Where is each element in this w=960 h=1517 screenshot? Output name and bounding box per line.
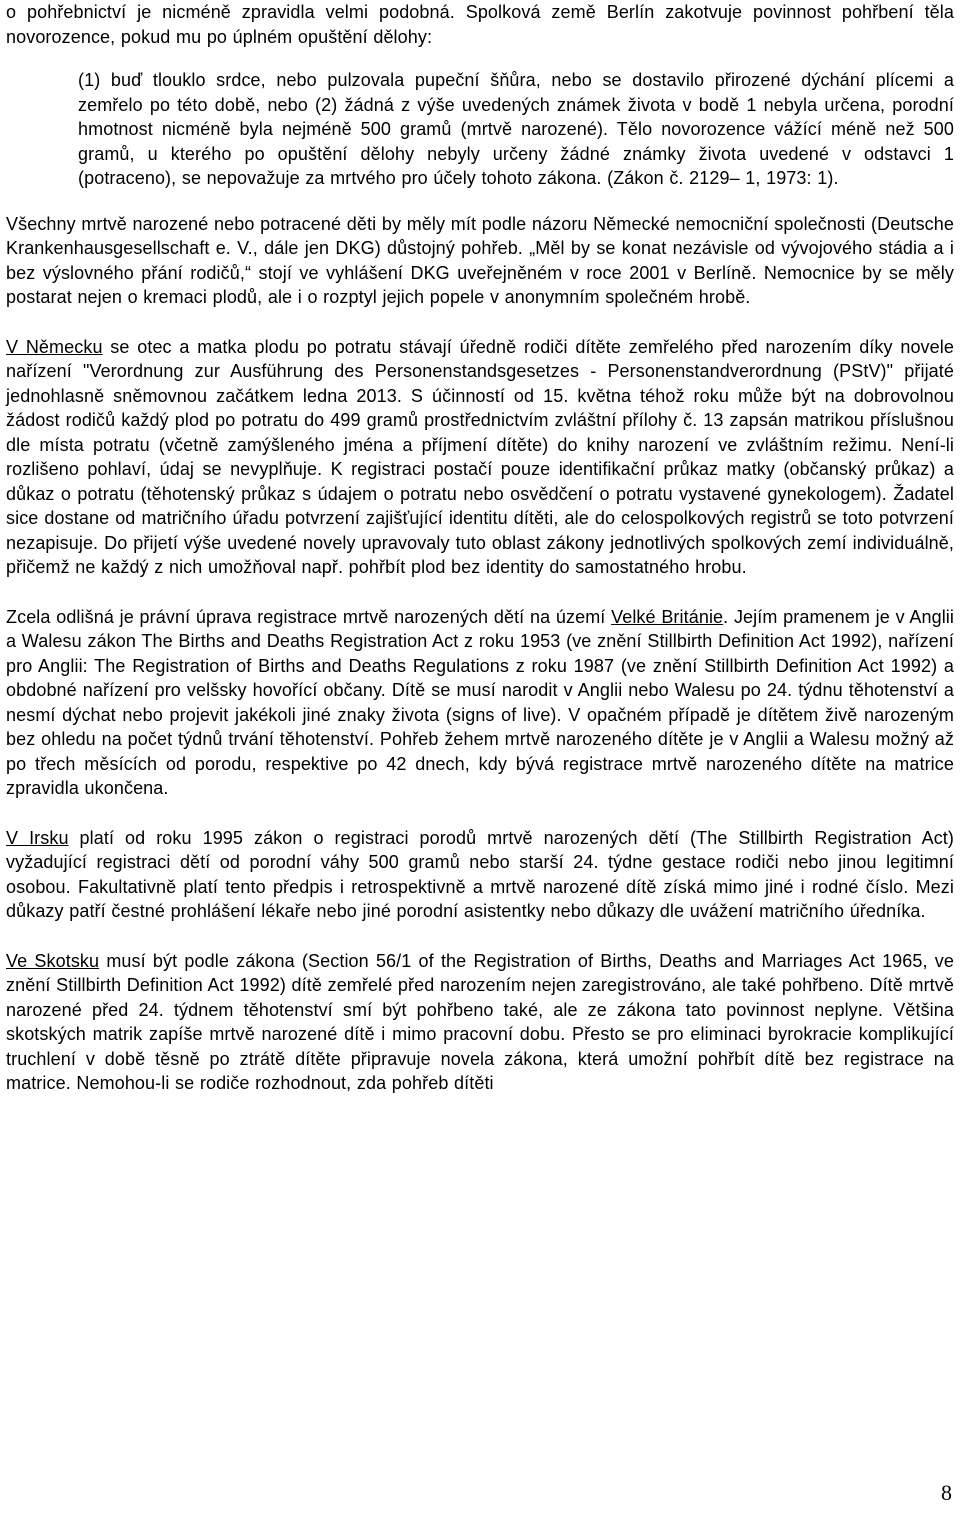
paragraph-scotland bbox=[6, 949, 954, 1096]
paragraph-berlin-intro: o pohřebnictví je nicméně zpravidla velmi podobná. Spolková země Berlín zakotvuje povinnost pohřbení těla novorozence, pokud mu po úplném opuštění dělohy: bbox=[6, 2, 954, 47]
heading-ireland: V Irsku bbox=[6, 827, 69, 848]
paragraph-scotland-text: musí být podle zákona (Section 56/1 of the Registration of Births, Deaths and Marriages Act 1965, ve znění Stillbirth Definition Act 1992) dítě zemřelé před narozením nejen zaregistrováno, ale také pohřbeno. Dítě mrtvě narozené před 24. týdnem těhotenství smí být pohřbeno také, ale ze zákona tato povinnost neplyne. Většina skotských matrik zapíše mrtvě narozené dítě i mimo pracovní dobu. Přesto se pro eliminaci byrokracie komplikující truchlení v době těsně po ztrátě dítěte připravuje novela zákona, která umožní pohřbít dítě bez registrace na matrice. Nemohou-li se rodiče rozhodnout, zda pohřeb dítěti bbox=[6, 950, 954, 1093]
paragraph-great-britain bbox=[6, 605, 954, 801]
page-number: 8 bbox=[941, 1480, 952, 1505]
paragraph-ireland bbox=[6, 826, 954, 924]
paragraph-ireland-text: platí od roku 1995 zákon o registraci porodů mrtvě narozených dětí (The Stillbirth Registration Act) vyžadující registraci dětí od porodní váhy 500 gramů nebo starší 24. týdne gestace rodiči nebo jinou legitimní osobou. Fakultativně platí tento předpis i retrospektivně a mrtvě narozené dítě získá mimo jiné i rodné číslo. Mezi důkazy patří čestné prohlášení lékaře nebo jiné porodní asistentky nebo důkazy dle uvážení matričního úředníka. bbox=[6, 827, 954, 921]
paragraph-germany-text: se otec a matka plodu po potratu stávají úředně rodiči dítěte zemřelého před narozením díky novele nařízení "Verordnung zur Ausführung des Personenstandsgesetzes - Personenstandverordnung (PStV)" přijaté jednohlasně sněmovnou začátkem ledna 2013. S účinností od 15. května téhož roku může být na dobrovolnou žádost rodičů každý plod po potratu do 499 gramů prostřednictvím zvláštní přílohy č. 13 zapsán matrikou příslušnou dle místa potratu (včetně zamýšleného jména a příjmení dítěte) do knihy narození ve zvláštním režimu. Není-li rozlišeno pohlaví, údaj se nevyplňuje. K registraci postačí pouze identifikační průkaz matky (občanský průkaz) a důkaz o potratu (těhotenský průkaz s údajem o potratu nebo osvědčení o potratu vystavené gynekologem). Žadatel sice dostane od matričního úřadu potvrzení zajišťující identitu dítěti, ale do celospolkových registrů se toto potvrzení nezapisuje. Do přijetí výše uvedené novely upravovaly tuto oblast zákony jednotlivých spolkových zemí individuálně, přičemž ne každý z nich umožňoval např. pohřbít plod bez identity do samostatného hrobu. bbox=[6, 336, 954, 577]
paragraph-berlin-law-quote: (1) buď tlouklo srdce, nebo pulzovala pupeční šňůra, nebo se dostavilo přirozené dýchání plícemi a zemřelo po této době, nebo (2) žádná z výše uvedených známek života v bodě 1 nebyla určena, porodní hmotnost nicméně byla nejméně 500 gramů (mrtvě narozené). Tělo novorozence vážící méně než 500 gramů, u kterého po opuštění dělohy nebyly určeny žádné známky života uvedené v odstavci 1 (potraceno), se nepovažuje za mrtvého pro účely tohoto zákona. (Zákon č. 2129– 1, 1973: 1). bbox=[78, 70, 954, 188]
paragraph-germany bbox=[6, 335, 954, 580]
paragraph-great-britain-lead: Zcela odlišná je právní úprava registrace mrtvě narozených dětí na území bbox=[6, 606, 612, 627]
heading-great-britain: Velké Británie bbox=[611, 606, 724, 627]
paragraph-great-britain-text: . Jejím pramenem je v Anglii a Walesu zákon The Births and Deaths Registration Act z roku 1953 (ve znění Stillbirth Definition Act 1992), nařízení pro Anglii: The Registration of Births and Deaths Regulations z roku 1987 (ve znění Stillbirth Definition Act 1992) a obdobné nařízení pro velšsky hovořící občany. Dítě se musí narodit v Anglii nebo Walesu po 24. týdnu těhotenství a nesmí dýchat nebo projevit jakékoli jiné znaky života (signs of live). V opačném případě je dítětem živě narozeným bez ohledu na počet týdnů trvání těhotenství. Pohřeb žehem mrtvě narozeného dítěte je v Anglii a Walesu možný až po třech měsících od porodu, respektive po 42 dnech, kdy bývá registrace mrtvě narozeného dítěte na matrice zpravidla ukončena. bbox=[6, 606, 954, 798]
heading-scotland: Ve Skotsku bbox=[6, 950, 100, 971]
heading-germany: V Německu bbox=[6, 336, 103, 357]
paragraph-dkg: Všechny mrtvě narozené nebo potracené děti by měly mít podle názoru Německé nemocniční společnosti (Deutsche Krankenhausgesellschaft e. V., dále jen DKG) důstojný pohřeb. „Měl by se konat nezávisle od vývojového stádia a i bez výslovného přání rodičů,“ stojí ve vyhlášení DKG uveřejněném v roce 2001 v Berlíně. Nemocnice by se měly postarat nejen o kremaci plodů, ale i o rozptyl jejich popele v anonymním společném hrobě. bbox=[6, 213, 954, 307]
